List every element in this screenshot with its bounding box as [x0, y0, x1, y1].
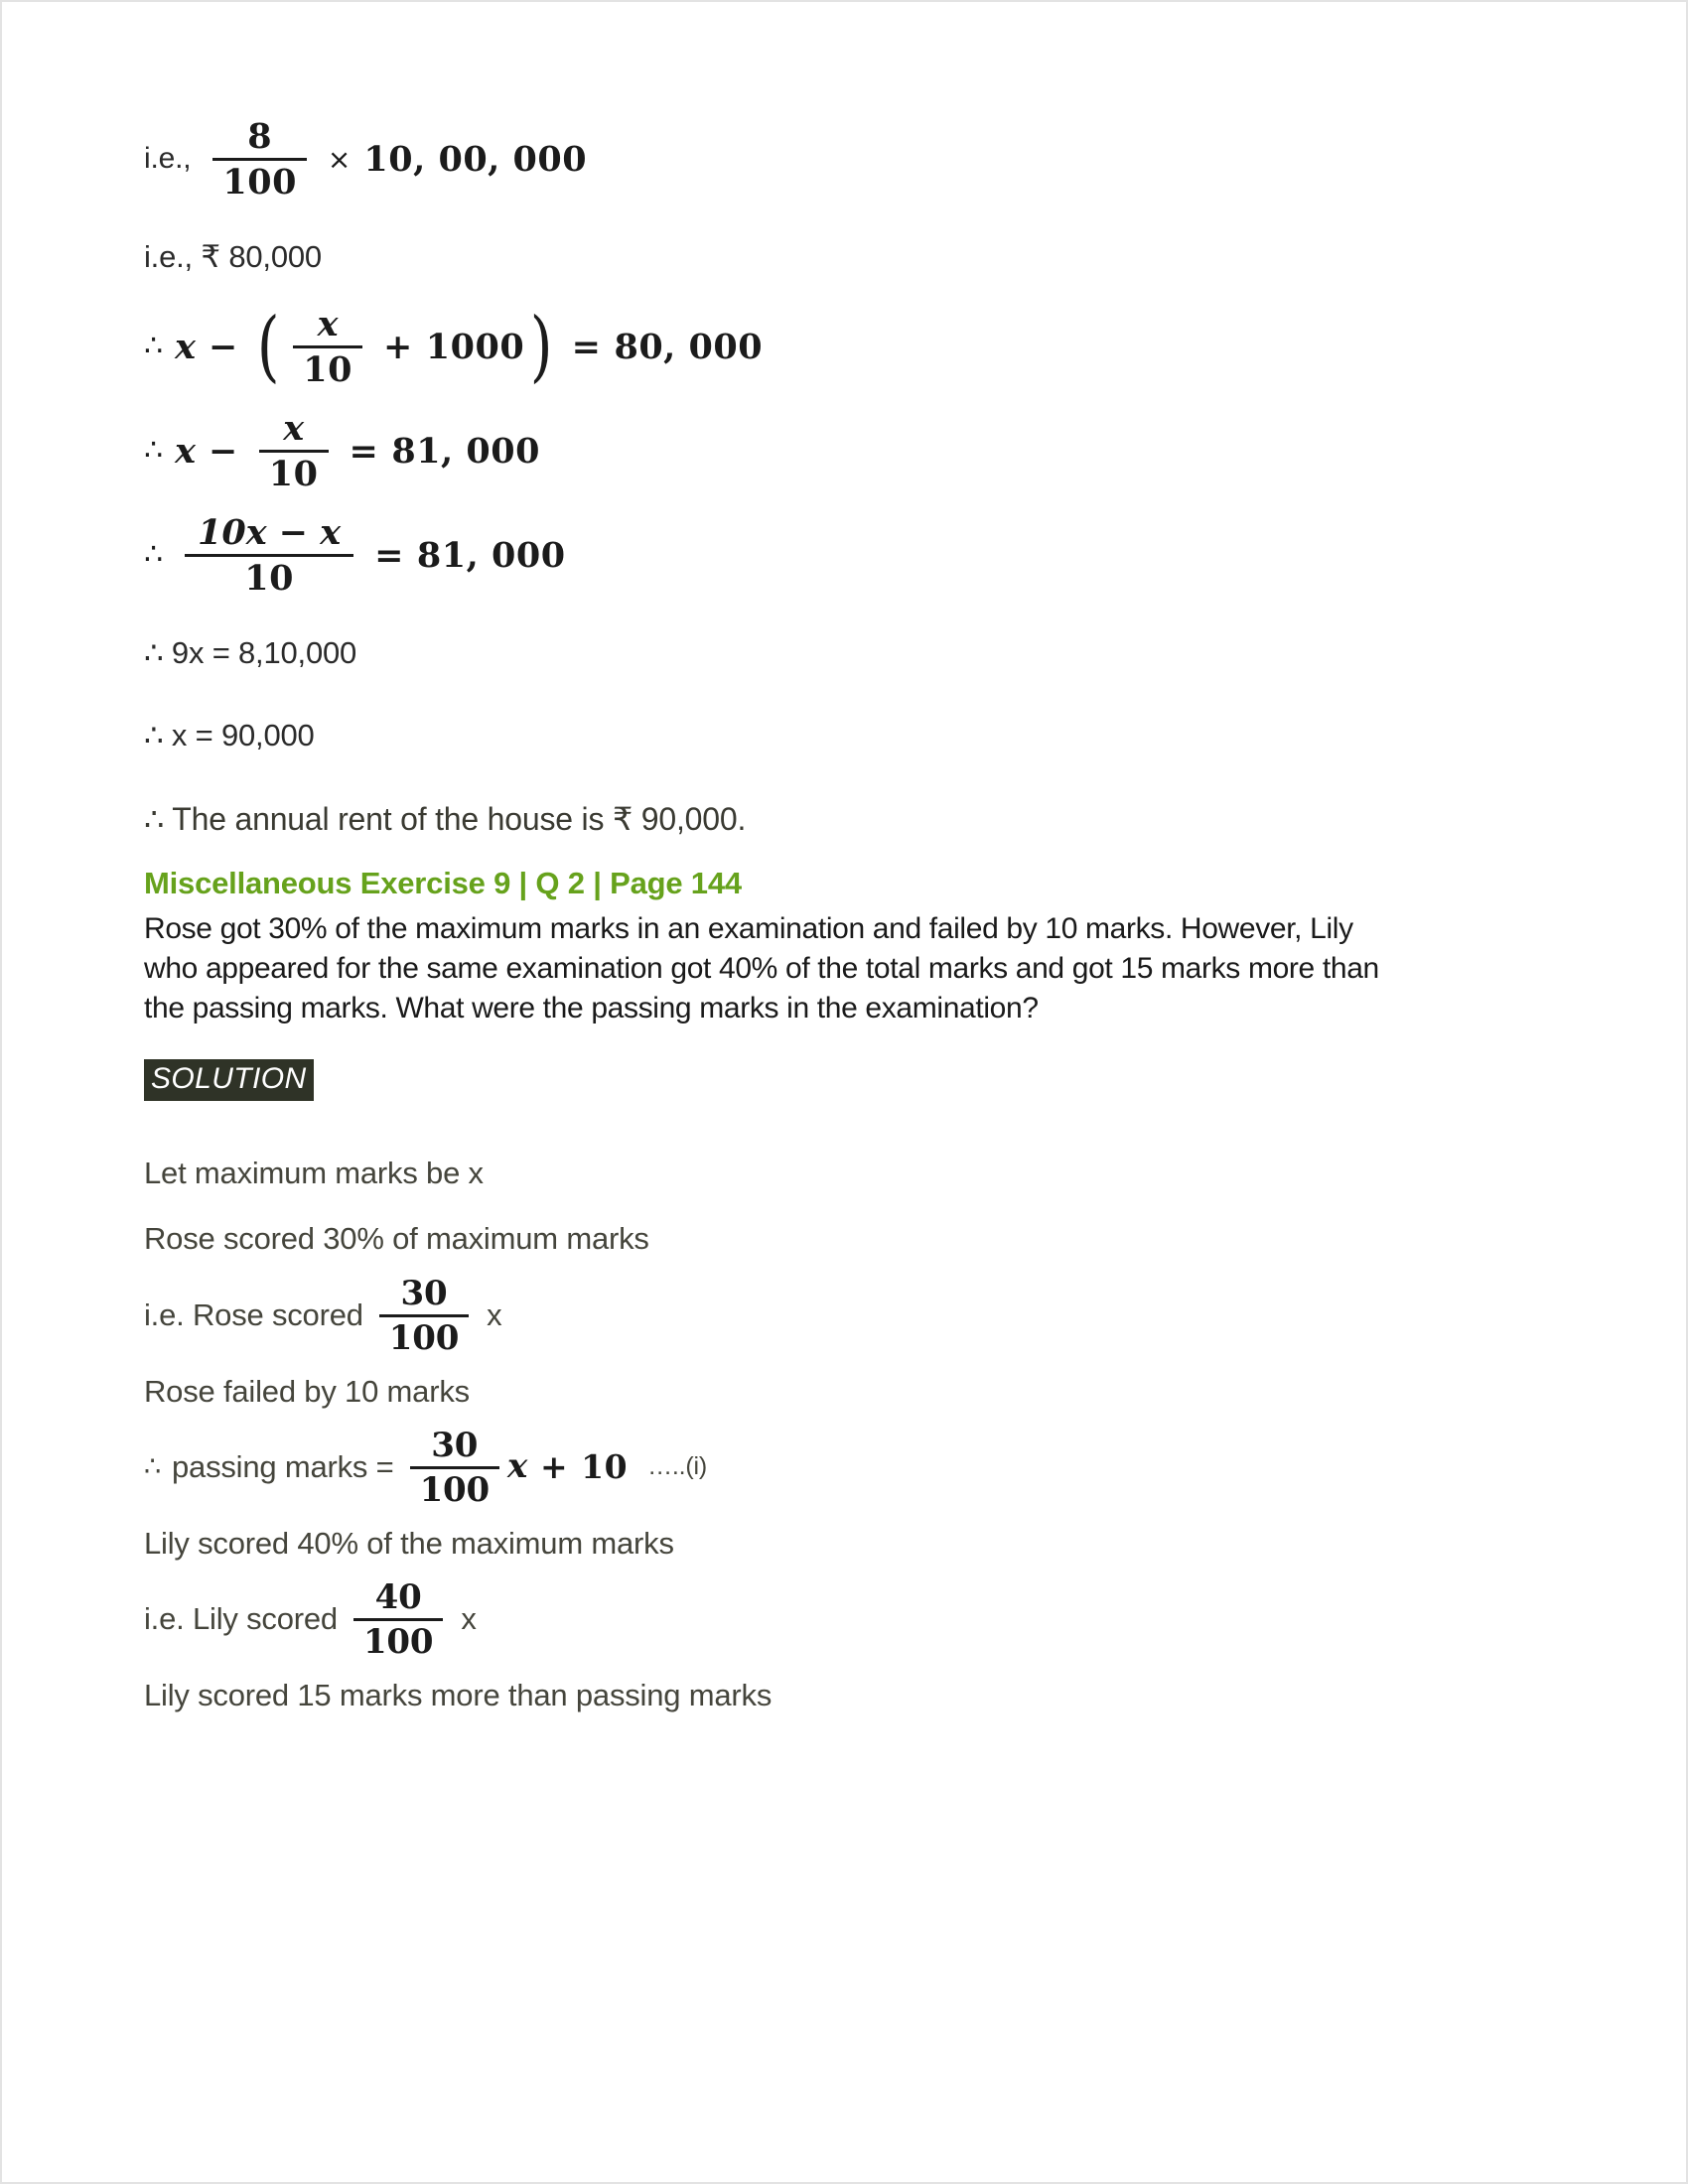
solution-line-rose-fraction: [144, 1273, 1564, 1358]
fraction-numerator: x: [317, 303, 339, 344]
solution-line-let-max-marks: Let maximum marks be x: [144, 1156, 484, 1191]
fraction-numerator: x: [283, 407, 305, 449]
plus-operator: +: [382, 326, 413, 367]
exercise-heading: Miscellaneous Exercise 9 | Q 2 | Page 144: [144, 865, 742, 900]
solution-label: SOLUTION: [144, 1059, 314, 1101]
equals-operator: =: [374, 534, 404, 576]
solution-line-rose-failed: Rose failed by 10 marks: [144, 1373, 470, 1409]
page-content: [144, 116, 1564, 1712]
therefore-symbol: ∴: [144, 329, 164, 364]
therefore-symbol: ∴: [144, 433, 164, 469]
fraction-30-over-100: [379, 1273, 469, 1358]
variable-x: x: [175, 430, 196, 472]
fraction-x-over-10: [259, 407, 329, 494]
solution-line-lily-15-more: Lily scored 15 marks more than passing marks: [144, 1677, 773, 1712]
fraction-denominator: 10: [303, 348, 352, 390]
solution-line-rose-scored-30: Rose scored 30% of maximum marks: [144, 1221, 649, 1257]
fraction-x-over-10: [293, 303, 362, 390]
variable-x: x: [175, 326, 196, 367]
open-paren: (: [256, 301, 280, 391]
variable-x: x: [487, 1297, 502, 1333]
math-line-ie-fraction: [144, 116, 1564, 203]
minus-operator: −: [208, 430, 238, 472]
fraction-numerator: 40: [374, 1576, 422, 1617]
ie-prefix-2: i.e.,: [144, 239, 193, 274]
math-line-9x: ∴ 9x = 8,10,000: [144, 634, 357, 670]
addend-10: 10: [581, 1447, 629, 1487]
solution-line-lily-fraction: [144, 1576, 1564, 1662]
variable-x: x: [461, 1601, 477, 1637]
ie-rose-scored-prefix: i.e. Rose scored: [144, 1297, 363, 1333]
times-operator: ×: [327, 142, 352, 176]
fraction-denominator: 10: [244, 557, 294, 599]
math-line-equation-3: [144, 511, 1564, 599]
fraction-denominator: 100: [362, 1621, 434, 1662]
rupee-symbol: ₹: [201, 239, 220, 274]
ie-lily-scored-prefix: i.e. Lily scored: [144, 1601, 338, 1637]
fraction-denominator: 10: [268, 453, 319, 494]
ie-prefix: i.e.,: [144, 142, 192, 176]
fraction-30-over-100: [410, 1425, 499, 1510]
conclusion-annual-rent: ∴ The annual rent of the house is ₹ 90,000.: [144, 800, 747, 837]
solution-line-passing-marks-eq: [144, 1425, 1564, 1510]
close-paren: ): [530, 301, 553, 391]
fraction-numerator: 8: [247, 116, 273, 157]
variable-x: x: [506, 1446, 528, 1487]
solution-label-wrapper: [144, 1059, 1564, 1101]
fraction-40-over-100: [353, 1576, 443, 1662]
rhs-81000: 81, 000: [416, 534, 566, 576]
fraction-numerator: 10x − x: [198, 511, 342, 553]
value-ten-lakh: 10, 00, 000: [363, 139, 588, 180]
fraction-numerator: 30: [400, 1273, 448, 1313]
value-80000: 80,000: [228, 239, 322, 274]
rhs-81000: 81, 000: [391, 430, 540, 472]
math-line-x-value: ∴ x = 90,000: [144, 718, 315, 753]
fraction-denominator: 100: [419, 1469, 490, 1510]
plus-operator: +: [540, 1447, 569, 1487]
addend-1000: 1000: [425, 326, 525, 367]
math-line-equation-2: [144, 407, 1564, 494]
equation-reference: …..(i): [647, 1452, 708, 1481]
fraction-denominator: 100: [388, 1317, 460, 1358]
solution-line-lily-scored-40: Lily scored 40% of the maximum marks: [144, 1525, 674, 1561]
therefore-symbol: ∴: [144, 1451, 161, 1482]
fraction-8-over-100: [212, 116, 307, 203]
equals-operator: =: [571, 326, 602, 367]
math-line-rupees-80000: [144, 239, 1564, 275]
rhs-80000: 80, 000: [614, 326, 764, 367]
therefore-symbol: ∴: [144, 537, 164, 573]
fraction-10x-minus-x-over-10: [185, 511, 353, 599]
minus-operator: −: [208, 326, 238, 367]
question-text: Rose got 30% of the maximum marks in an examination and failed by 10 marks. However, Lily who appeared for the same examination got 40% of the total marks and got 15 marks more than the passing marks. What were the passing marks in the examination?: [144, 911, 1379, 1024]
fraction-denominator: 100: [222, 162, 297, 203]
equals-operator: =: [349, 430, 379, 472]
fraction-numerator: 30: [431, 1425, 479, 1465]
passing-marks-label: passing marks =: [171, 1449, 394, 1485]
math-line-equation-1: [144, 301, 1564, 391]
